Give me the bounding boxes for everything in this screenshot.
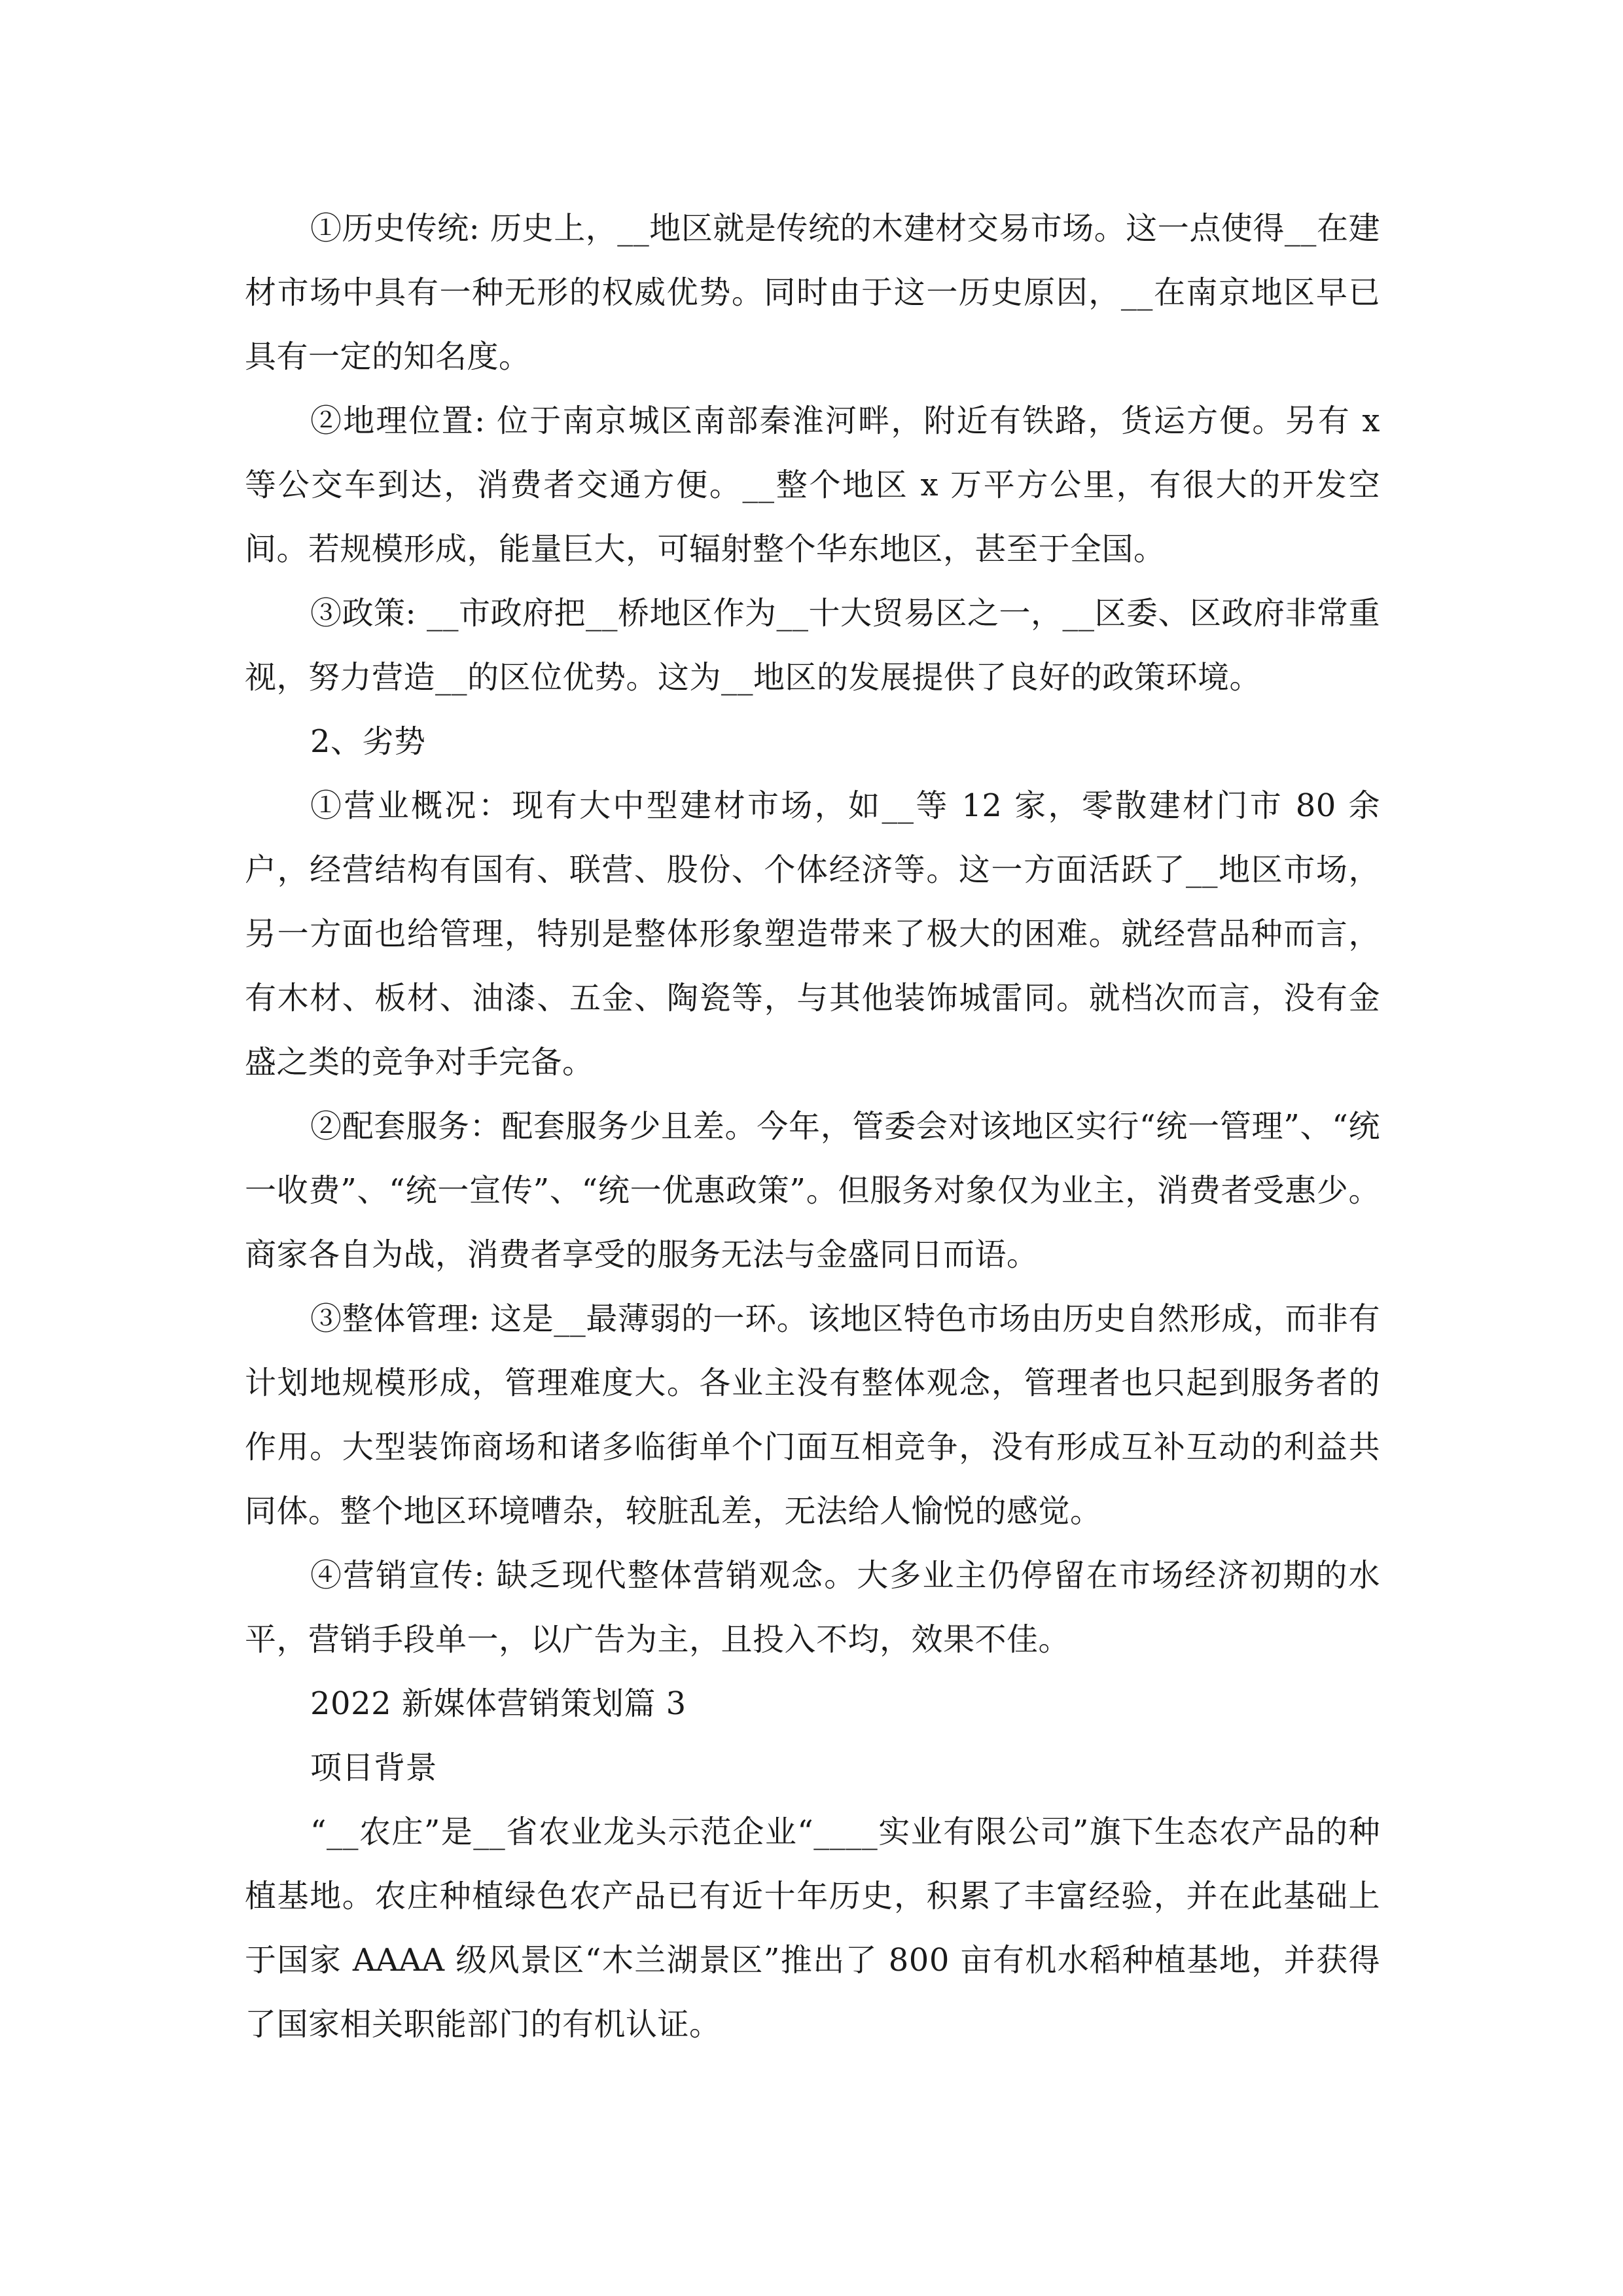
paragraph-history: ①历史传统: 历史上，__地区就是传统的木建材交易市场。这一点使得__在建材市场中具有一种无形的权威优势。同时由于这一历史原因，__在南京地区早已具有一定的知名度。 <box>245 210 1380 375</box>
paragraph-location: ②地理位置: 位于南京城区南部秦淮河畔，附近有铁路，货运方便。另有 x 等公交车到达，消费者交通方便。__整个地区 x 万平方公里，有很大的开发空间。若规模形成，能量巨大，可辐射整个华东地区，甚至于全国。 <box>245 403 1380 567</box>
paragraph-project-background: “__农庄”是__省农业龙头示范企业“____实业有限公司”旗下生态农产品的种植基地。农庄种植绿色农产品已有近十年历史，积累了丰富经验，并在此基础上于国家 AAAA 级风景区“木兰湖景区”推出了 800 亩有机水稻种植基地，并获得了国家相关职能部门的有机认证。 <box>245 1814 1380 2043</box>
section-heading-weakness: 2、劣势 <box>310 723 426 760</box>
paragraph-marketing: ④营销宣传: 缺乏现代整体营销观念。大多业主仍停留在市场经济初期的水平，营销手段单一，以广告为主，且投入不均，效果不佳。 <box>245 1557 1380 1658</box>
paragraph-overall-management: ③整体管理: 这是__最薄弱的一环。该地区特色市场由历史自然形成，而非有计划地规模形成，管理难度大。各业主没有整体观念，管理者也只起到服务者的作用。大型装饰商场和诸多临街单个门面互相竞争，没有形成互补互动的利益共同体。整个地区环境嘈杂，较脏乱差，无法给人愉悦的感觉。 <box>245 1300 1380 1530</box>
article-title: 2022 新媒体营销策划篇 3 <box>310 1685 687 1722</box>
paragraph-support-services: ②配套服务：配套服务少且差。今年，管委会对该地区实行“统一管理”、“统一收费”、“统一宣传”、“统一优惠政策”。但服务对象仅为业主，消费者受惠少。商家各自为战，消费者享受的服务无法与金盛同日而语。 <box>245 1108 1380 1273</box>
paragraph-policy: ③政策: __市政府把__桥地区作为__十大贸易区之一，__区委、区政府非常重视，努力营造__的区位优势。这为__地区的发展提供了良好的政策环境。 <box>245 595 1380 696</box>
document-body <box>245 196 1380 2056</box>
paragraph-business-overview: ①营业概况：现有大中型建材市场，如__等 12 家，零散建材门市 80 余户，经营结构有国有、联营、股份、个体经济等。这一方面活跃了__地区市场，另一方面也给管理，特别是整体形象塑造带来了极大的困难。就经营品种而言，有木材、板材、油漆、五金、陶瓷等，与其他装饰城雷同。就档次而言，没有金盛之类的竞争对手完备。 <box>245 787 1380 1081</box>
section-heading-background: 项目背景 <box>310 1749 438 1786</box>
